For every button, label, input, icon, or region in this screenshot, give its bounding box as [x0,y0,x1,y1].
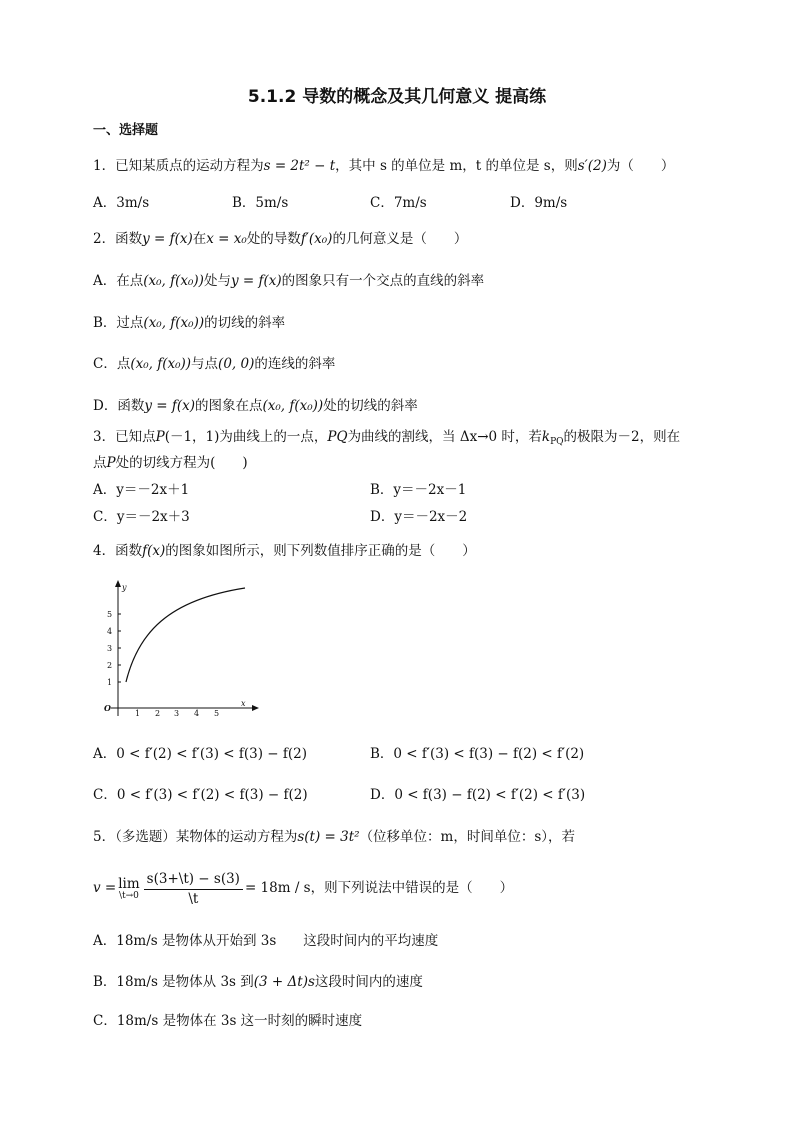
x-tick-1: 1 [135,709,141,718]
y-axis-arrow [115,580,121,587]
x-tick-4: 4 [194,709,200,718]
question-2: 2．函数y = f(x)在x = x₀处的导数f′(x₀)的几何意义是（ ） [93,231,468,247]
y-tick-4: 4 [107,627,113,636]
q3-option-a[interactable]: A．y＝－2x＋1 [93,482,190,498]
question-4: 4．函数f(x)的图象如图所示，则下列数值排序正确的是（ ） [93,543,476,559]
x-tick-5: 5 [214,709,220,718]
x-tick-2: 2 [155,709,161,718]
y-tick-2: 2 [107,661,113,670]
question-3-line-1: 3．已知点P(－1，1)为曲线上的一点，PQ为曲线的割线，当 Δx→0 时，若$k_{PQ}$的极限为－2，则在 [93,429,681,447]
q1-derivative: s′(2) [577,158,607,174]
question-3-line-2: 点P处的切线方程为( ) [93,455,248,471]
q3-option-d[interactable]: D．y＝－2x－2 [370,509,468,525]
q5-limit-expression: v = lim \t→0 $\frac{s(3+\backslash t) - s(3)}{\backslash t}$ = 18m / s，则下列说法中错误的是（ ） [93,871,514,907]
y-tick-1: 1 [107,678,113,687]
q4-option-c[interactable]: C．0 < f′(3) < f′(2) < f(3) − f(2) [93,787,308,803]
q1-option-b[interactable]: B．5m/s [232,195,289,211]
y-tick-5: 5 [107,610,113,619]
x-axis-arrow [252,705,259,711]
question-1: 1．已知某质点的运动方程为s = 2t² − t，其中 s 的单位是 m，t 的单位是 s，则s′(2)为（ ） [93,158,675,174]
x-tick-3: 3 [174,709,180,718]
q2-option-a[interactable]: A．在点(x₀, f(x₀))处与y = f(x)的图象只有一个交点的直线的斜率 [93,273,485,289]
question-5: 5．（多选题）某物体的运动方程为s(t) = 3t²（位移单位：m，时间单位：s），若 [93,829,576,845]
page-title: 5.1.2 导数的概念及其几何意义 提高练 [247,87,547,107]
q1-option-d[interactable]: D．9m/s [510,195,568,211]
x-axis-label: x [241,699,246,708]
q2-option-c[interactable]: C．点(x₀, f(x₀))与点(0, 0)的连线的斜率 [93,356,336,372]
q2-option-b[interactable]: B．过点(x₀, f(x₀))的切线的斜率 [93,315,286,331]
q5-option-c[interactable]: C．18m/s 是物体在 3s 这一时刻的瞬时速度 [93,1013,363,1029]
q4-option-d[interactable]: D．0 < f(3) − f(2) < f′(2) < f′(3) [370,787,586,803]
q5-option-a[interactable]: A．18m/s 是物体从开始到 3s 这段时间内的平均速度 [93,933,439,949]
function-graph [93,578,263,723]
q3-option-b[interactable]: B．y＝－2x－1 [370,482,467,498]
q3-option-c[interactable]: C．y＝－2x＋3 [93,509,190,525]
q1-option-c[interactable]: C．7m/s [370,195,427,211]
y-axis-label: y [122,583,127,592]
q5-option-b[interactable]: B．18m/s 是物体从 3s 到(3 + Δt)s这段时间内的速度 [93,974,423,990]
section-heading: 一、选择题 [93,123,159,138]
y-tick-3: 3 [107,644,113,653]
q2-option-d[interactable]: D．函数y = f(x)的图象在点(x₀, f(x₀))处的切线的斜率 [93,398,418,414]
q4-option-b[interactable]: B．0 < f′(3) < f(3) − f(2) < f′(2) [370,746,585,762]
function-curve [126,588,245,682]
origin-label: O [104,703,111,713]
q4-option-a[interactable]: A．0 < f′(2) < f′(3) < f(3) − f(2) [93,746,308,762]
q1-formula: s = 2t² − t [263,158,336,174]
q1-option-a[interactable]: A．3m/s [93,195,150,211]
